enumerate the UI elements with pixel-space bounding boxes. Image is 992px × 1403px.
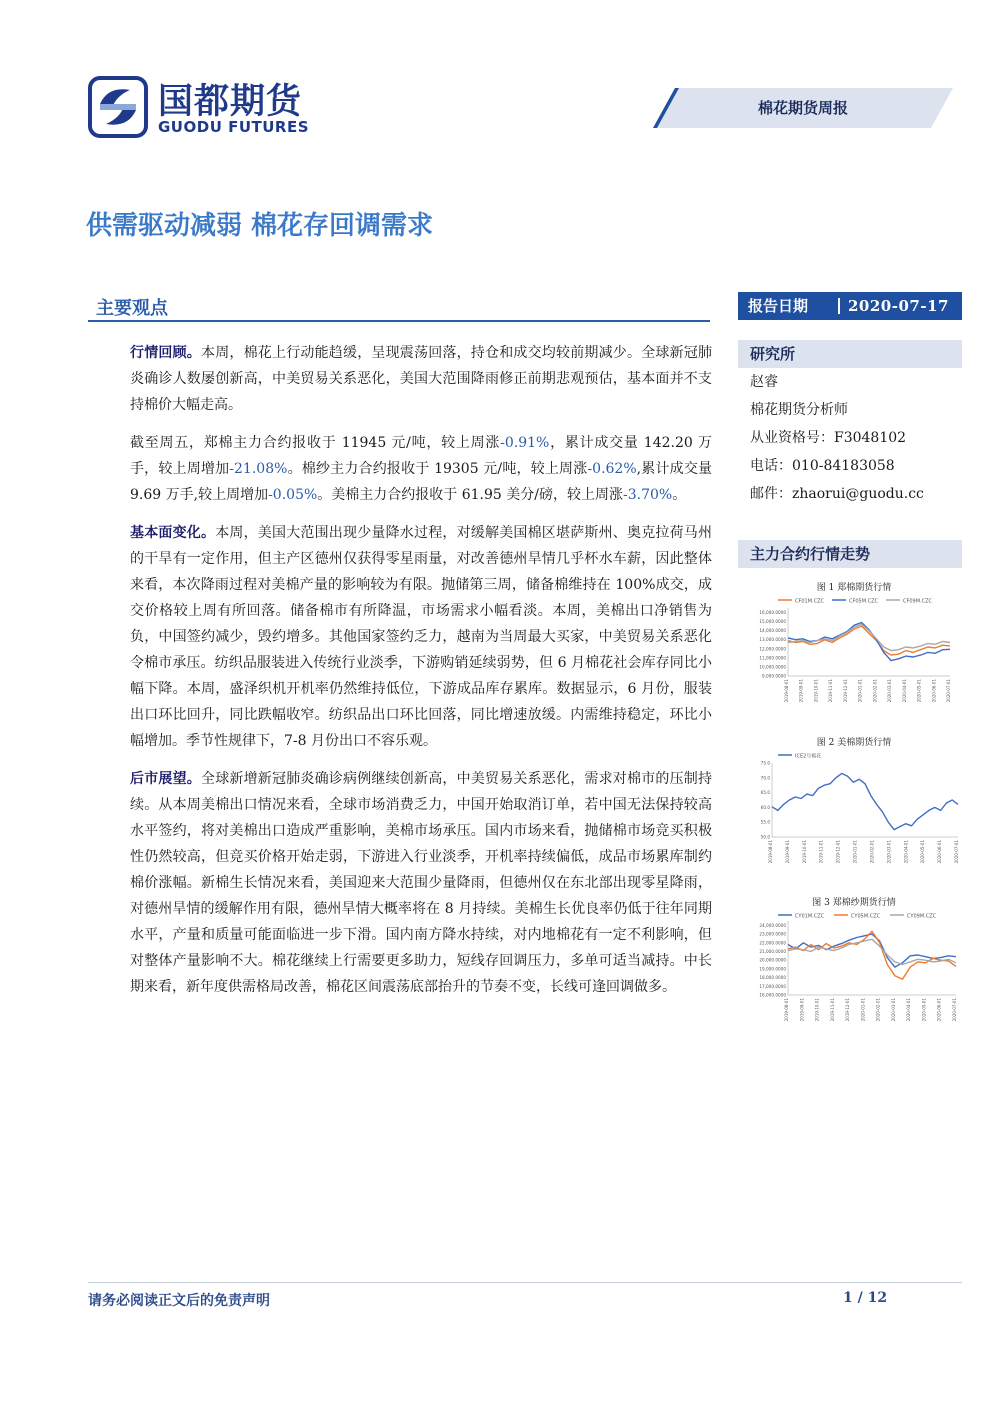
y-tick-label: 13,000.0000 [759,637,786,643]
logo-en-text: GUODU FUTURES [158,118,310,136]
footer-divider [88,1282,962,1283]
y-tick-label: 24,000.0000 [759,922,786,928]
y-tick-label: 15,000.0000 [759,619,786,625]
chart-title: 图 2 美棉期货行情 [816,738,892,748]
section-title: 主要观点 [96,298,168,319]
chart-us-cotton [748,735,960,875]
y-tick-label: 17,000.0000 [759,983,786,989]
date-separator [838,298,840,314]
change-value: -0.05% [268,487,318,503]
paragraph-text: ，累计成交量 142.20 万手，较上周增加 [130,435,712,477]
x-tick-label: 2020-06-01 [937,840,943,864]
y-tick-label: 22,000.0000 [759,940,786,946]
y-tick-label: 18,000.0000 [759,975,786,981]
legend-label: CY09M.CZC [907,913,937,920]
x-tick-label: 2019-10-01 [813,679,819,703]
paragraph-text: 本周，美国大范围出现少量降水过程，对缓解美国棉区堪萨斯州、奥克拉荷马州的干旱有一定作用，但主产区德州仅获得零星雨量，对改善德州旱情几乎杯水车薪，因此整体来看，本次降雨过程对美棉产量的影响较为有限。抛储第三周，储备棉维持在 100%成交，成交价格较上周有所回落。储备棉市有所降温，市场需求小幅看淡。本周，美棉出口净销售为负，中国签约减少，毁约增多。其他国家签约乏力，越南为当周最大买家，中美贸易关系恶化令棉市承压。纺织品服装进入传统行业淡季，下游购销延续弱势，但 6 月棉花社会库存同比小幅下降。本周，盛泽织机开机率仍然维持低位，下游成品库存累库。数据显示，6 月份，服装出口环比回升，同比跌幅收窄。纺织品出口环比回落，同比增速放缓。内需维持稳定，环比小幅增加。季节性规律下，7-8 月份出口不容乐观。 [130,525,713,749]
y-tick-label: 20,000.0000 [759,957,786,963]
x-tick-label: 2019-09-01 [784,840,790,864]
x-tick-label: 2020-04-01 [903,840,909,864]
change-value: -21.08% [229,461,288,477]
paragraph-lead: 基本面变化。 [130,525,216,541]
trend-title: 主力合约行情走势 [750,545,871,563]
y-tick-label: 16,000.0000 [759,992,786,998]
institute-title: 研究所 [750,345,796,363]
chart-svg [748,909,960,1043]
company-logo [86,72,336,142]
change-value: -0.91% [500,435,550,451]
series-line [788,931,956,979]
x-tick-label: 2019-11-01 [818,840,824,864]
paragraph-text: ,累计成交量 9.69 万手,较上周增加 [130,461,713,503]
legend-label: CY01M.CZC [795,913,825,920]
y-tick-label: 70.0 [760,775,770,781]
report-date-label: 报告日期 [748,297,809,315]
x-tick-label: 2020-06-01 [931,679,937,703]
y-tick-label: 11,000.0000 [759,655,786,661]
chart-title: 图 1 郑棉期货行情 [816,583,892,593]
x-tick-label: 2020-01-01 [860,998,866,1022]
paragraph-fundamentals [130,520,712,754]
y-tick-label: 19,000.0000 [759,966,786,972]
x-tick-label: 2020-07-01 [946,679,951,703]
x-tick-label: 2019-12-01 [835,840,841,864]
page-number: 1 / 12 [843,1290,888,1306]
report-date-value: 2020-07-17 [848,297,949,315]
paragraph-lead: 后市展望。 [130,771,201,787]
x-tick-label: 2020-01-01 [852,840,858,864]
y-tick-label: 55.0 [760,819,770,825]
series-line [788,624,950,650]
series-line [788,939,956,964]
x-tick-label: 2019-08-01 [784,679,789,703]
legend-label: CY05M.CZC [851,913,881,920]
section-divider [88,320,710,322]
paragraph-text: 。棉纱主力合约报收于 19305 元/吨，较上周涨 [287,461,588,477]
paragraph-text: 全球新增新冠肺炎确诊病例继续创新高，中美贸易关系恶化，需求对棉市的压制持续。从本周美棉出口情况来看，全球市场消费乏力，中国开始取消订单，若中国无法保持较高水平签约，将对美棉出口造成严重影响，美棉市场承压。国内市场来看，抛储棉市场竞买积极性仍然较高，但竞买价格开始走弱，下游进入行业淡季，开机率持续偏低，成品市场累库制约棉价涨幅。新棉生长情况来看，美国迎来大范围少量降雨，但德州仅在东北部出现零星降雨，对德州旱情的缓解作用有限，德州旱情大概率将在 8 月持续。美棉生长优良率仍低于往年同期水平，产量和质量可能面临进一步下滑。国内南方降水持续，对内地棉花有一定不利影响，但对整体产量影响不大。棉花继续上行需要更多助力，短线存回调压力，多单可适当减持。中长期来看，新年度供需格局改善，棉花区间震荡底部抬升的节奏不变，长线可逢回调做多。 [130,771,712,995]
paragraph-lead: 行情回顾。 [130,345,201,361]
chart-svg [748,594,960,722]
analyst-license: 从业资格号：F3048102 [750,430,907,446]
x-tick-label: 2019-12-01 [845,998,851,1022]
x-tick-label: 2019-10-01 [801,840,807,864]
y-tick-label: 10,000.0000 [759,664,786,670]
logo-cn-text: 国都期货 [158,82,303,122]
analyst-phone: 电话：010-84183058 [750,458,895,474]
x-tick-label: 2019-12-01 [842,679,848,703]
x-tick-label: 2019-08-01 [784,998,789,1022]
x-tick-label: 2020-04-01 [901,679,907,703]
trend-bar [738,540,962,568]
x-tick-label: 2020-03-01 [887,679,893,703]
x-tick-label: 2019-09-01 [799,998,805,1022]
y-tick-label: 21,000.0000 [759,948,786,954]
analyst-role: 棉花期货分析师 [750,402,848,418]
y-tick-label: 23,000.0000 [759,931,786,937]
x-tick-label: 2020-05-01 [916,679,922,703]
paragraph-text: 。美棉主力合约报收于 61.95 美分/磅，较上周涨 [317,487,623,503]
report-title: 供需驱动减弱 棉花存回调需求 [86,211,434,241]
legend-label: CF01M.CZC [795,598,825,605]
main-content [130,340,712,1012]
legend-label: CF05M.CZC [849,598,879,605]
paragraph-text: 本周，棉花上行动能趋缓，呈现震荡回落，持仓和成交均较前期减少。全球新冠肺炎确诊人数屡创新高，中美贸易关系恶化，美国大范围降雨修正前期悲观预估，基本面并不支持棉价大幅走高。 [130,345,712,413]
logo-mark-icon [86,74,150,140]
x-tick-label: 2020-02-01 [872,679,878,703]
x-tick-label: 2020-07-01 [952,998,957,1022]
analyst-name: 赵睿 [750,374,778,390]
x-tick-label: 2020-05-01 [921,998,927,1022]
report-type-banner [653,88,953,128]
analyst-contact [750,368,924,508]
legend-label: ICE2号棉花 [795,753,822,760]
chart-title: 图 3 郑棉纱期货行情 [812,898,896,908]
report-date-bar [738,292,962,320]
x-tick-label: 2020-03-01 [886,840,892,864]
x-tick-label: 2019-08-01 [768,840,773,864]
change-value: -0.62% [587,461,637,477]
y-tick-label: 16,000.0000 [759,610,786,616]
y-tick-label: 9,000.0000 [762,673,786,679]
paragraph-prices [130,430,712,508]
y-tick-label: 12,000.0000 [759,646,786,652]
paragraph-text: 。 [672,487,687,503]
paragraph-text: 截至周五，郑棉主力合约报收于 11945 元/吨，较上周涨 [130,435,501,451]
x-tick-label: 2020-04-01 [906,998,912,1022]
x-tick-label: 2019-11-01 [828,679,834,703]
disclaimer-link[interactable]: 请务必阅读正文后的免责声明 [88,1293,270,1309]
y-tick-label: 75.0 [760,760,770,766]
x-tick-label: 2020-07-01 [954,840,959,864]
y-tick-label: 65.0 [760,790,770,796]
y-tick-label: 60.0 [760,804,770,810]
x-tick-label: 2019-11-01 [829,998,835,1022]
chart-cotton-yarn [748,895,960,1045]
y-tick-label: 14,000.0000 [759,628,786,634]
chart-svg [748,749,960,877]
x-tick-label: 2020-02-01 [869,840,875,864]
paragraph-market-review [130,340,712,418]
x-tick-label: 2020-01-01 [857,679,863,703]
analyst-email[interactable]: 邮件：zhaorui@guodu.cc [750,486,924,502]
x-tick-label: 2020-02-01 [875,998,881,1022]
x-tick-label: 2019-10-01 [814,998,820,1022]
x-tick-label: 2020-03-01 [890,998,896,1022]
x-tick-label: 2020-05-01 [920,840,926,864]
x-tick-label: 2019-09-01 [798,679,804,703]
legend-label: CF09M.CZC [903,598,933,605]
institute-bar [738,340,962,368]
x-tick-label: 2020-06-01 [936,998,942,1022]
change-value: -3.70% [623,487,673,503]
banner-text: 棉花期货周报 [757,99,848,117]
y-tick-label: 50.0 [760,834,770,840]
paragraph-outlook [130,766,712,1000]
series-line [772,773,958,829]
chart-zhengzhou-cotton [748,580,960,720]
